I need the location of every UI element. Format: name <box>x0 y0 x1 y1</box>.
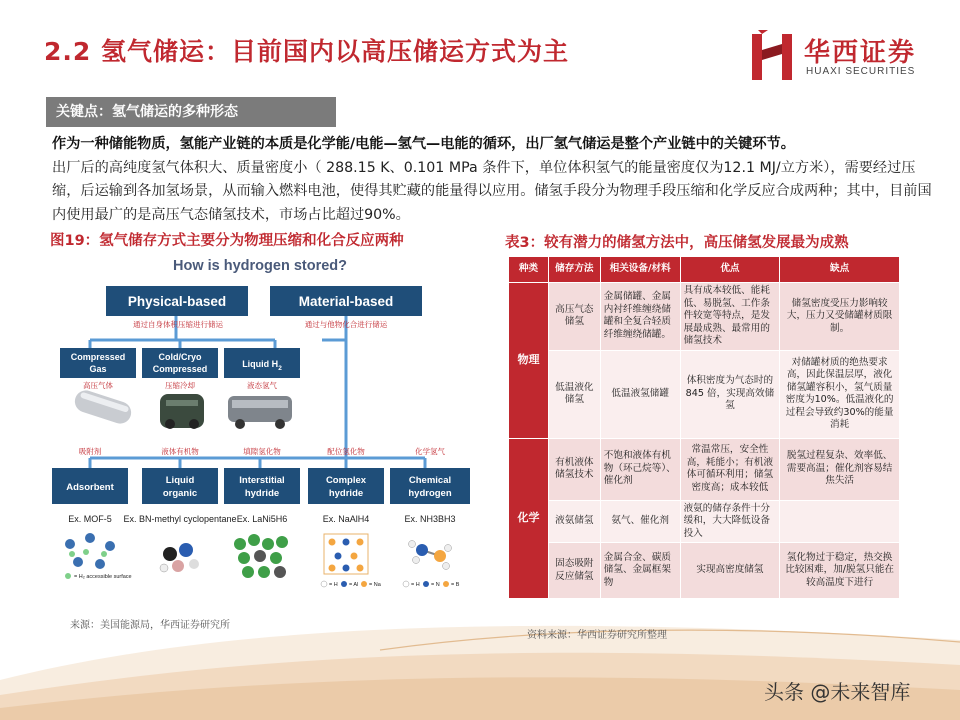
cryo-tank-icon <box>160 394 204 429</box>
chemical-cn: 化学氢气 <box>415 447 445 456</box>
nh3bh3-legend-n: = N <box>431 582 440 588</box>
storage-methods-table <box>508 256 900 599</box>
physical-based-label: Physical-based <box>127 294 227 309</box>
cold-cryo-cn: 压缩冷却 <box>165 381 195 390</box>
cell-method: 液氨储氢 <box>548 500 600 543</box>
table-row <box>509 438 900 500</box>
figure-caption: 图19：氢气储存方式主要分为物理压缩和化合反应两种 <box>50 233 404 249</box>
complex-cn: 配位氢化物 <box>327 447 365 456</box>
compressed-gas-label-2: Gas <box>89 364 107 374</box>
cell-pros: 实现高密度储氢 <box>680 543 780 599</box>
huaxi-logo <box>752 30 942 86</box>
gas-cylinder-icon <box>72 388 134 427</box>
cell-equipment: 金属合金、碳质储氢、金属框架物 <box>600 543 680 599</box>
liquid-organic-cn: 液体有机物 <box>161 447 199 456</box>
intro-body: 出厂后的高纯度氢气体积大、质量密度小（ 288.15 K、0.101 MPa 条件下，单位体积氢气的能量密度仅为12.1 MJ/立方米），需要经过压缩，后运输到各加氢场景，从而输入燃料电池，使得其贮藏的能量得以应用。储氢手段分为物理手段压缩和化学反应合成两种；其中，目前国内使用最广的是高压气态储氢技术，市场占比超过90%。 <box>52 159 932 223</box>
liquid-h2-tank-icon <box>228 396 292 429</box>
table-header-row <box>509 257 900 283</box>
category-physical: 物理 <box>509 283 549 439</box>
header-equipment: 相关设备/材料 <box>600 257 680 283</box>
bn-methyl-cyclopentane-icon <box>160 543 199 572</box>
lani5h6-lattice-icon <box>234 534 288 578</box>
cell-pros: 液氨的储存条件十分缓和，大大降低设备投入 <box>680 500 780 543</box>
chemical-label-1: Chemical <box>408 475 452 486</box>
watermark-text: 头条 @未来智库 <box>764 680 911 704</box>
logo-en-text: HUAXI SECURITIES <box>806 66 916 77</box>
cell-equipment: 金属储罐、金属内衬纤维缠绕储罐和全复合轻质纤维缠绕储罐。 <box>600 283 680 351</box>
cell-method: 有机液体储氢技术 <box>548 438 600 500</box>
intro-bold-sentence: 作为一种储能物质，氢能产业链的本质是化学能/电能—氢气—电能的循环，出厂氢气储运是整个产业链中的关键环节。 <box>52 136 795 152</box>
liquid-h2-label: Liquid $H_2$ <box>242 359 282 372</box>
naalh4-legend-al: = Al <box>349 582 359 588</box>
compressed-gas-label-1: Compressed <box>70 352 126 362</box>
interstitial-label-2: hydride <box>244 488 280 499</box>
adsorbent-label: Adsorbent <box>66 482 114 493</box>
mof5-structure-icon <box>65 533 132 580</box>
naalh4-legend-na: = Na <box>369 582 381 588</box>
liquid-organic-label-2: organic <box>162 488 198 499</box>
physical-note: 通过自身体积压缩进行储运 <box>133 320 223 329</box>
material-based-label: Material-based <box>298 294 394 309</box>
cell-equipment: 不饱和液体有机物（环己烷等）、催化剂 <box>600 438 680 500</box>
cold-cryo-label-1: Cold/Cryo <box>158 352 202 362</box>
mof-legend: = H₂ accessible surface <box>74 574 132 580</box>
liquid-organic-example <box>123 514 236 524</box>
connector-lines <box>90 316 425 468</box>
huaxi-logo-mark-icon <box>752 30 796 82</box>
header-cons: 缺点 <box>780 257 900 283</box>
cell-cons: 储氢密度受压力影响较大，压力又受储罐材质限制。 <box>780 283 900 351</box>
adsorbent-example: Ex. MOF-5 <box>68 514 112 524</box>
interstitial-label-1: Interstitial <box>239 475 285 486</box>
table-caption: 表3：较有潜力的储氢方法中，高压储氢发展最为成熟 <box>505 235 849 251</box>
intro-paragraph <box>52 133 932 227</box>
cell-cons: 脱氢过程复杂、效率低、需要高温；催化剂容易结焦失活 <box>780 438 900 500</box>
figure-source: 来源：美国能源局，华西证券研究所 <box>70 620 230 631</box>
nh3bh3-legend-h: = H <box>411 582 420 588</box>
logo-cn-text: 华西证券 <box>804 38 917 68</box>
interstitial-cn: 填隙氢化物 <box>243 447 281 456</box>
cell-pros: 具有成本较低、能耗低、易脱氢、工作条件较宽等特点，是发展最成熟、最常用的储氢技术 <box>680 283 780 351</box>
compressed-gas-cn: 高压气体 <box>83 381 113 390</box>
liquid-organic-example-text: Ex. BN-methyl cyclopentane <box>123 514 237 524</box>
cell-equipment: 氨气、催化剂 <box>600 500 680 543</box>
interstitial-example: Ex. LaNi5H6 <box>236 514 288 524</box>
cell-pros: 常温常压，安全性高，耗能小；有机液体可循环利用；储氢密度高；成本较低 <box>680 438 780 500</box>
complex-label-2: hydride <box>328 488 364 499</box>
material-note: 通过与他物化合进行储运 <box>304 320 388 329</box>
keypoint-banner: 关键点：氢气储运的多种形态 <box>46 97 336 127</box>
naalh4-legend-h: = H <box>329 582 338 588</box>
cell-cons: 氢化物过于稳定，热交换比较困难，加/脱氢只能在较高温度下进行 <box>780 543 900 599</box>
hydrogen-storage-diagram <box>48 254 496 612</box>
cell-method: 固态吸附反应储氢 <box>548 543 600 599</box>
nh3bh3-molecule-icon <box>403 541 460 589</box>
header-method: 储存方法 <box>548 257 600 283</box>
table-row <box>509 500 900 543</box>
nh3bh3-legend-b: = B <box>451 582 460 588</box>
category-chemical: 化学 <box>509 438 549 599</box>
cell-pros: 体积密度为气态时的845 倍，实现高效储氢 <box>680 350 780 438</box>
page-title: 2.2 氢气储运：目前国内以高压储运方式为主 <box>44 37 569 66</box>
complex-example: Ex. NaAlH4 <box>322 514 370 524</box>
cell-cons: 对储罐材质的绝热要求高，因此保温层厚，液化储氢罐容积小，氢气质量密度为10%。低温液化的过程会导致约30%的能量消耗 <box>780 350 900 438</box>
complex-label-1: Complex <box>325 475 367 486</box>
table-row <box>509 543 900 599</box>
cell-method: 低温液化储氢 <box>548 350 600 438</box>
table-row <box>509 350 900 438</box>
adsorbent-cn: 吸附剂 <box>78 447 102 456</box>
cell-method: 高压气态储氢 <box>548 283 600 351</box>
liquid-h2-cn: 液态氢气 <box>247 381 277 390</box>
cold-cryo-label-2: Compressed <box>152 364 208 374</box>
chemical-example: Ex. NH3BH3 <box>404 514 456 524</box>
naalh4-lattice-icon <box>321 534 382 588</box>
diagram-title: How is hydrogen stored? <box>172 258 348 274</box>
table-row <box>509 283 900 351</box>
liquid-organic-label-1: Liquid <box>165 475 195 486</box>
table-source: 资料来源：华西证券研究所整理 <box>527 630 667 641</box>
chemical-label-2: hydrogen <box>408 488 452 499</box>
header-pros: 优点 <box>680 257 780 283</box>
cell-equipment: 低温液氢储罐 <box>600 350 680 438</box>
header-category: 种类 <box>509 257 549 283</box>
cell-cons <box>780 500 900 543</box>
